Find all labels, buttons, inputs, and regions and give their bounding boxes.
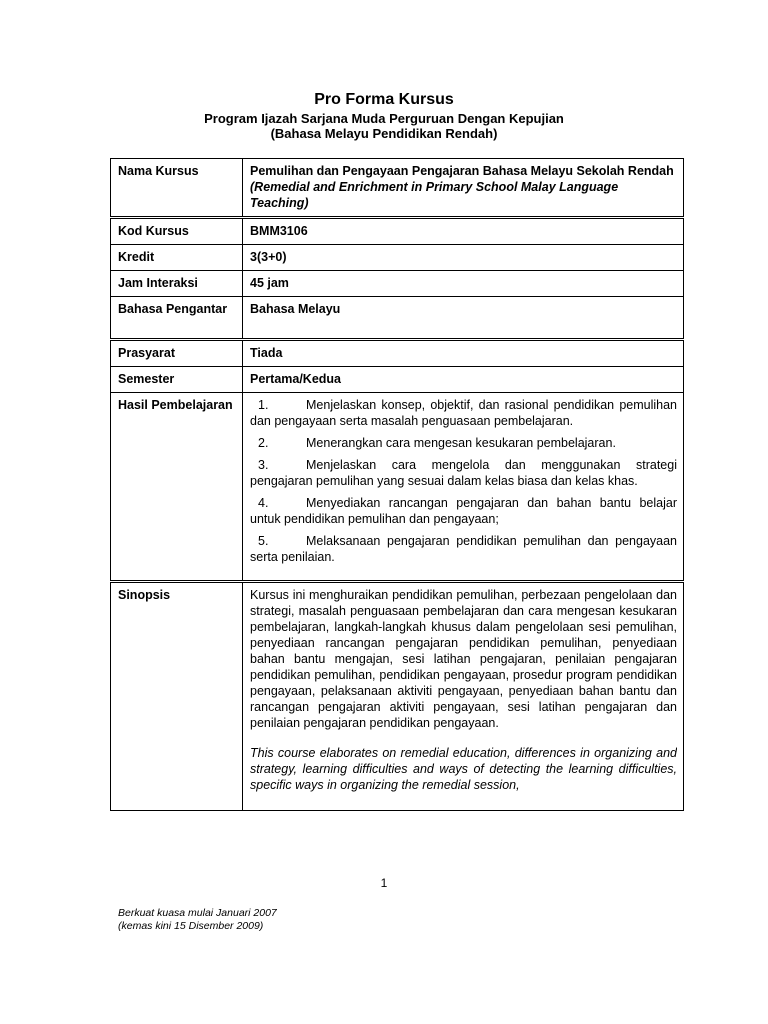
outcome-number: 3.: [258, 458, 269, 472]
row-label: Kod Kursus: [111, 218, 243, 245]
program-title: Program Ijazah Sarjana Muda Perguruan Dengan Kepujian: [204, 111, 564, 126]
course-code-value: BMM3106: [243, 218, 684, 245]
list-item: [250, 457, 677, 489]
page-number: 1: [380, 876, 388, 890]
table-row: [111, 582, 684, 811]
document-title: Pro Forma Kursus: [314, 91, 454, 108]
list-item: [250, 495, 677, 527]
program-specialization: (Bahasa Melayu Pendidikan Rendah): [270, 126, 498, 141]
credit-value: 3(3+0): [243, 245, 684, 271]
document-footer: [118, 907, 277, 933]
row-label: Kredit: [111, 245, 243, 271]
learning-outcomes-list: [243, 393, 684, 582]
table-row: [111, 367, 684, 393]
outcome-number: 1.: [258, 398, 269, 412]
list-item: [250, 533, 677, 565]
outcome-text: Menjelaskan cara mengelola dan menggunakan strategi pengajaran pemulihan yang sesuai dalam kelas biasa dan kelas khas.: [250, 458, 677, 488]
table-row: [111, 271, 684, 297]
table-row: [111, 245, 684, 271]
synopsis-english: This course elaborates on remedial education, differences in organizing and strategy, learning difficulties and ways of detecting the learning difficulties, specific ways in organizing the remedial session,: [250, 746, 677, 792]
table-row: [111, 159, 684, 218]
update-date-note: (kemas kini 15 Disember 2009): [118, 920, 264, 932]
course-name-cell: [243, 159, 684, 218]
effective-date-note: Berkuat kuasa mulai Januari 2007: [118, 907, 277, 919]
medium-language-value: Bahasa Melayu: [243, 297, 684, 340]
row-label: Prasyarat: [111, 340, 243, 367]
outcome-number: 4.: [258, 496, 269, 510]
prerequisite-value: Tiada: [243, 340, 684, 367]
table-row: [111, 218, 684, 245]
course-proforma-table: [110, 158, 684, 811]
semester-value: Pertama/Kedua: [243, 367, 684, 393]
outcome-number: 2.: [258, 436, 269, 450]
outcome-text: Menyediakan rancangan pengajaran dan bahan bantu belajar untuk pendidikan pemulihan dan pengayaan;: [250, 496, 677, 526]
list-item: [250, 397, 677, 429]
outcome-text: Melaksanaan pengajaran pendidikan pemulihan dan pengayaan serta penilaian.: [250, 534, 677, 564]
outcome-text: Menjelaskan konsep, objektif, dan rasional pendidikan pemulihan dan pengayaan serta masalah penguasaan pembelajaran.: [250, 398, 677, 428]
row-label: Hasil Pembelajaran: [111, 393, 243, 582]
row-label: Jam Interaksi: [111, 271, 243, 297]
row-label: Nama Kursus: [111, 159, 243, 218]
table-row: [111, 393, 684, 582]
synopsis-cell: [243, 582, 684, 811]
table-row: [111, 297, 684, 340]
list-item: [250, 435, 677, 451]
row-label: Semester: [111, 367, 243, 393]
outcome-text: Menerangkan cara mengesan kesukaran pembelajaran.: [306, 436, 616, 450]
table-row: [111, 340, 684, 367]
row-label: Bahasa Pengantar: [111, 297, 243, 340]
course-name-malay: Pemulihan dan Pengayaan Pengajaran Bahasa Melayu Sekolah Rendah: [250, 164, 674, 178]
synopsis-malay: Kursus ini menghuraikan pendidikan pemulihan, perbezaan pengelolaan dan strategi, masalah penguasaan pembelajaran dan cara mengesan kesukaran pembelajaran, langkah-langkah khusus dalam pengelolaan sesi pemulihan, penyediaan rancangan pengajaran pendidikan pemulihan, penyediaan bahan bantu mengajan, sesi latihan pengajaran, penilaian pengajaran pendidikan pemulihan, pendidikan pengayaan, prosedur program pendidikan pengayaan, pelaksanaan aktiviti pengayaan, penyediaan bahan bantu dan rancangan pengajaran aktiviti pengayaan, sesi latihan pengajaran dan penilaian pengajaran pendidikan pengayaan.: [250, 588, 677, 730]
interaction-hours-value: 45 jam: [243, 271, 684, 297]
outcome-number: 5.: [258, 534, 269, 548]
row-label: Sinopsis: [111, 582, 243, 811]
course-name-english: (Remedial and Enrichment in Primary School Malay Language Teaching): [250, 180, 619, 210]
